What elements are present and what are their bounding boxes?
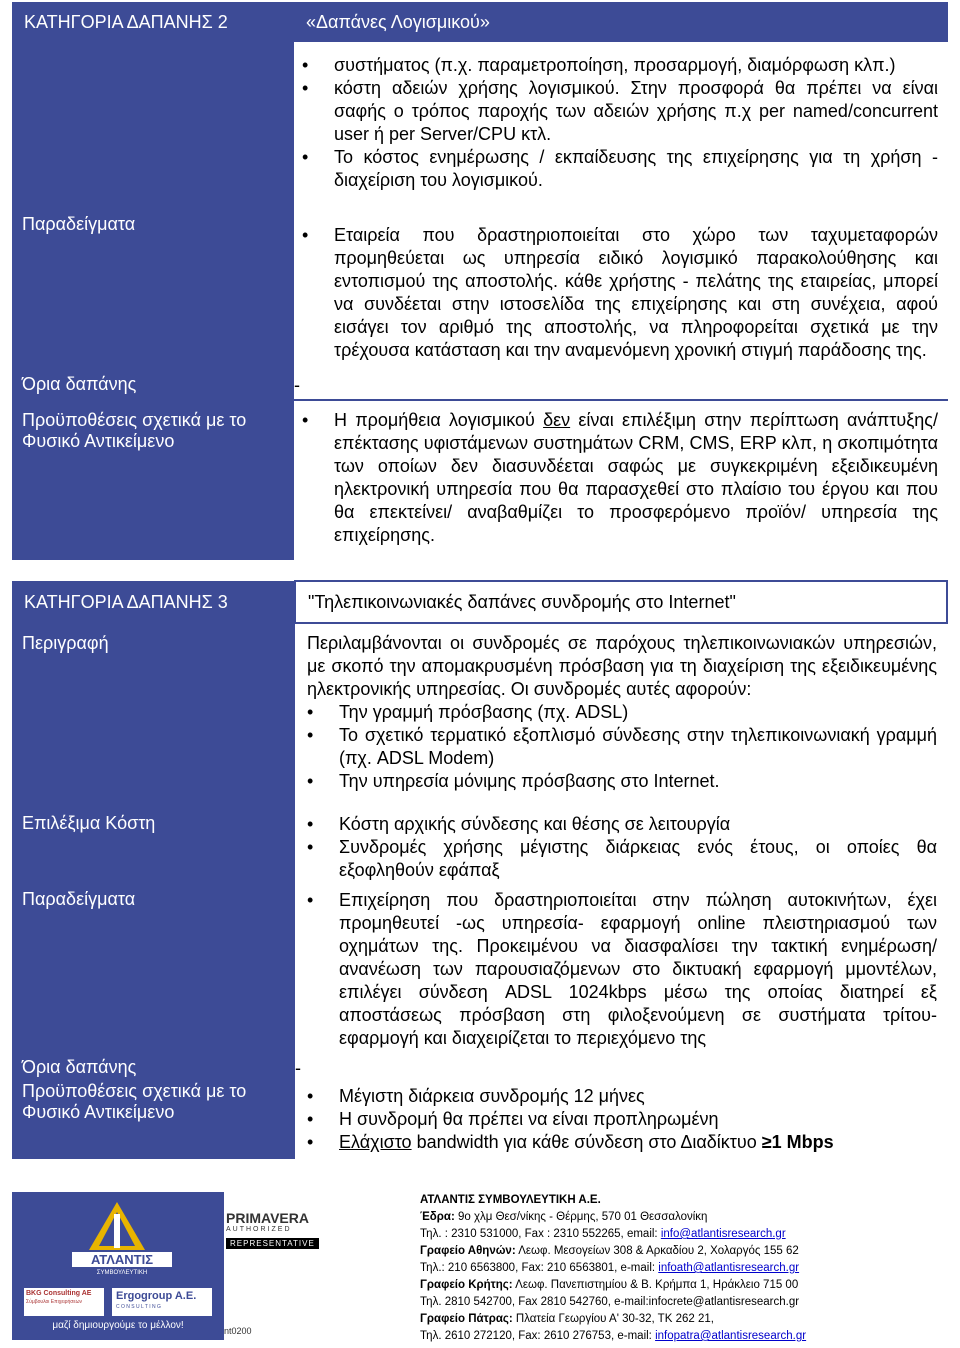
category-3-description-list [295, 701, 937, 793]
category-3-description-label: Περιγραφή [12, 623, 295, 813]
category-2-limits-label: Όρια δαπάνης [12, 374, 294, 400]
list-item: • Κόστη αρχικής σύνδεσης και θέσης σε λειτουργία [339, 813, 937, 836]
email-link[interactable]: infopatra@atlantisresearch.gr [655, 1330, 807, 1342]
category-3-description-text: Περιλαμβάνονται οι συνδρομές σε παρόχους τηλεπικοινωνιακών υπηρεσιών, με σκοπό την απομακρυσμένη πρόσβαση για τη διαχείριση της εξειδικευμένης ηλεκτρονικής υπηρεσίας. Οι συνδρομές αυτές αφορούν: [307, 633, 937, 699]
list-item: • Την γραμμή πρόσβασης (πχ. ADSL) [339, 701, 937, 724]
ergogroup-logo: Ergogroup A.E. C O N S U L T I N G [112, 1288, 212, 1316]
list-item: • Συνδρομές χρήσης μέγιστης διάρκειας ενός έτους, οι οποίες θα εξοφληθούν εφάπαξ [339, 836, 937, 882]
category-3-limits-label: Όρια δαπάνης [12, 1057, 295, 1081]
category-3-eligible-label: Επιλέξιμα Κόστη [12, 813, 295, 883]
category-2-title: «Δαπάνες Λογισμικού» [294, 2, 948, 42]
footer [12, 1192, 948, 1342]
category-3-examples-text: • Επιχείρηση που δραστηριοποιείται στην πώληση αυτοκινήτων, έχει προμηθευτεί -ως υπηρεσία- εφαρμογή online πλειστηριασμού των οχημάτων της. Προκειμένου να διασφαλίσει την τακτική ενημέρωση/ ανανέωση των παρουσιαζόμενων στο δικτυακή εφαρμογή μμοντέλων, επιλέγει σύνδεση ADSL 1024kbps μέσω της οποίας διατηρεί εξ αποστάσεως πρόσβαση στη φιλοξενούμενη σε συστήματα τρίτου- εφαρμογή και διαχειρίζεται το περιεχόμενο της [339, 889, 937, 1050]
category-2-conditions-text: • Η προμήθεια λογισμικού δεν είναι επιλέξιμη στην περίπτωση ανάπτυξης/ επέκτασης υφιστάμενων συστημάτων CRM, CMS, ERP κλπ, η σκοπιμότητα των οποίων δεν διασυνδέεται σαφώς με συγκεκριμένη εξειδικευμένη ηλεκτρονική υπηρεσία που θα παρασχεθεί στο πλαίσιο του έργου και που θα επεκτείνει/ αναβαθμίζει το προσφερόμενο προϊόν/ υπηρεσία της επιχείρησης. [334, 409, 938, 547]
list-item: • Η συνδρομή θα πρέπει να είναι προπληρωμένη [339, 1108, 937, 1131]
list-item: • Το κόστος ενημέρωσης / εκπαίδευσης της επιχείρησης για τη χρήση - διαχείριση του λογισμικού. [334, 146, 938, 192]
category-3-label: ΚΑΤΗΓΟΡΙΑ ΔΑΠΑΝΗΣ 3 [12, 581, 295, 623]
category-3-conditions-label: Προϋποθέσεις σχετικά με το Φυσικό Αντικείμενο [12, 1081, 295, 1159]
list-item: • Την υπηρεσία μόνιμης πρόσβασης στο Internet. [339, 770, 937, 793]
category-2-limits-value: - [294, 375, 300, 395]
category-2-cost-list [294, 54, 938, 192]
category-3-table [12, 580, 948, 1159]
primavera-logo: PRIMAVERA AUTHORIZED REPRESENTATIVE [226, 1210, 396, 1254]
email-link[interactable]: info@atlantisresearch.gr [660, 1228, 786, 1240]
category-2-examples-text: • Εταιρεία που δραστηριοποιείται στο χώρο των ταχυμεταφορών προμηθεύεται ως υπηρεσία ειδικό λογισμικό παρακολούθησης και εντοπισμού της αποστολής. κάθε χρήστης - πελάτης της εταιρείας, μπορεί να συνδέεται στην ιστοσελίδα της επιχείρησης και στη συνέχεια, αφού εισάγει τον αριθμό της αποστολής, να πληροφορείται σχετικά με την τρέχουσα κατάσταση και την αναμενόμενη χρονική στιγμή παράδοσης της. [334, 224, 938, 362]
atlantis-logo-icon [87, 1202, 147, 1250]
list-item: • συστήματος (π.χ. παραμετροποίηση, προσαρμογή, διαμόρφωση κλπ.) [334, 54, 938, 77]
category-2-table [12, 2, 948, 560]
category-3-limits-value: - [295, 1058, 301, 1078]
category-2-conditions-label: Προϋποθέσεις σχετικά με το Φυσικό Αντικείμενο [12, 400, 294, 560]
category-3-title: "Τηλεπικοινωνιακές δαπάνες συνδρομής στο Internet" [295, 581, 947, 623]
category-2-examples-label: Παραδείγματα [12, 214, 294, 374]
list-item: • κόστη αδειών χρήσης λογισμικού. Στην προσφορά θα πρέπει να είναι σαφής ο τρόπος παροχής των αδειών χρήσης π.χ per named/concurrent user ή per Server/CPU κτλ. [334, 77, 938, 146]
company-name: ΑΤΛΑΝΤΙΣ ΣΥΜΒΟΥΛΕΥΤΙΚΗ Α.Ε. [420, 1194, 601, 1206]
bkg-logo: BKG Consulting AE Σύμβουλοι Επιχειρήσεων [24, 1288, 104, 1316]
list-item: • Ελάχιστο bandwidth για κάθε σύνδεση στο Διαδίκτυο ≥1 Mbps [339, 1131, 937, 1154]
document-code: nt0200 [224, 1326, 252, 1336]
email-link[interactable]: infoath@atlantisresearch.gr [658, 1262, 800, 1274]
contact-info: ΑΤΛΑΝΤΙΣ ΣΥΜΒΟΥΛΕΥΤΙΚΗ Α.Ε. Έδρα: 9ο χλμ Θεσ/νίκης - Θέρμης, 570 01 Θεσσαλονίκη Τηλ. : 2310 531000, Fax : 2310 552265, email: info@atlantisresearch.gr Γραφείο Αθηνών: Λεωφ. Μεσογείων 308 & Αρκαδίου 2, Χολαργός 155 62 Τηλ.: 210 6563800, Fax: 210 6563801, e-mail: infoath@atlantisresearch.gr Γραφείο Κρήτης: Λεωφ. Πανεπιστημίου & Β. Κρήμπα 1, Ηράκλειο 715 00 Τηλ. 2810 542700, Fax 2810 542760, e-mail:infocrete@atlantisresearch.gr Γραφείο Πάτρας: Πλατεία Γεωργίου Α' 30-32, ΤΚ 262 21, Τηλ. 2610 272120, Fax: 2610 276753, e-mail: infopatra@atlantisresearch.gr [420, 1192, 948, 1345]
category-3-examples-label: Παραδείγματα [12, 883, 295, 1057]
category-2-header [12, 2, 948, 42]
partner-logos: ΑΤΛΑΝΤΙΣ ΣΥΜΒΟΥΛΕΥΤΙΚΗ BKG Consulting AE Σύμβουλοι Επιχειρήσεων Ergogroup A.E. C O N S U L T I N G μαζί δημιουργούμε το μέλλον! [12, 1192, 224, 1340]
slogan: μαζί δημιουργούμε το μέλλον! [52, 1320, 184, 1331]
list-item: • Το σχετικό τερματικό εξοπλισμό σύνδεσης στην τηλεπικοινωνιακή γραμμή (πχ. ADSL Modem) [339, 724, 937, 770]
list-item: • Μέγιστη διάρκεια συνδρομής 12 μήνες [339, 1085, 937, 1108]
category-2-label: ΚΑΤΗΓΟΡΙΑ ΔΑΠΑΝΗΣ 2 [12, 2, 294, 42]
category-3-header [12, 581, 947, 623]
atlantis-logo-text: ΑΤΛΑΝΤΙΣ [72, 1252, 172, 1267]
